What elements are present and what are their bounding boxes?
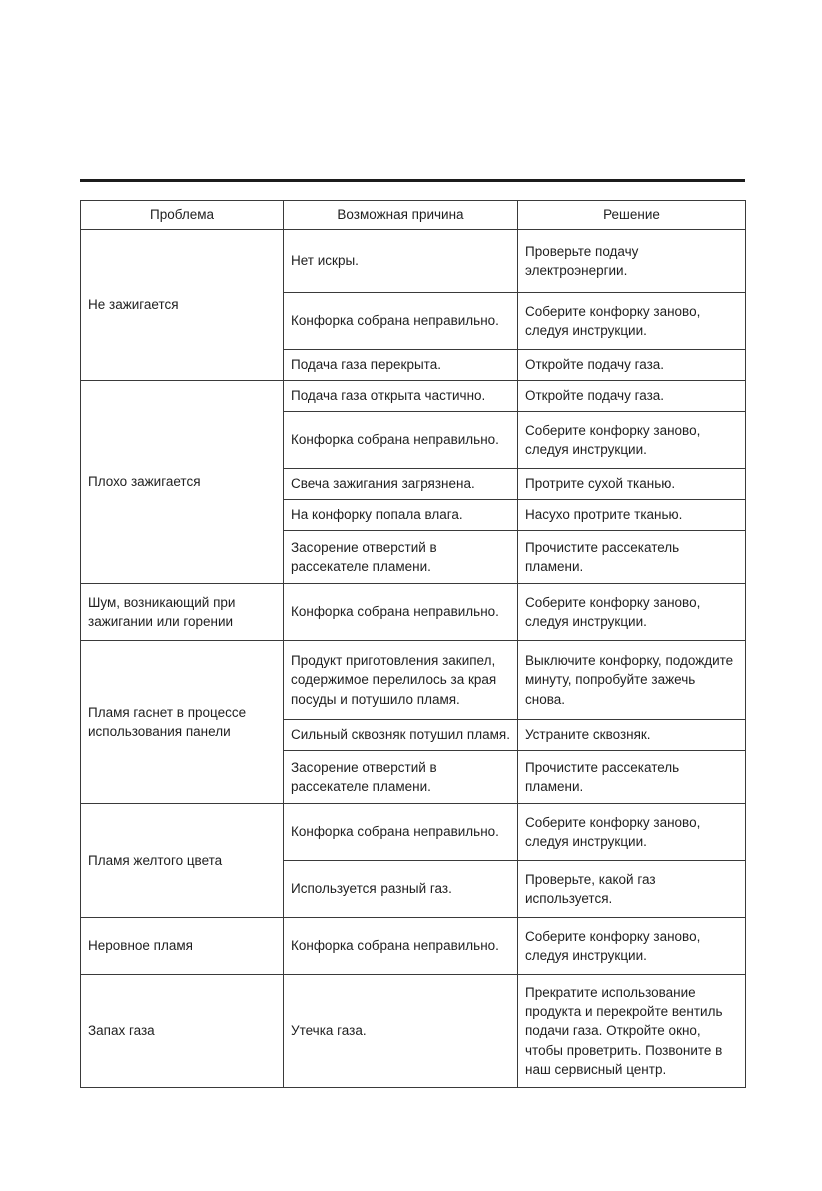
table-row [81, 918, 746, 975]
solution-cell: Соберите конфорку заново, следуя инструкции. [518, 918, 746, 975]
cause-cell: Утечка газа. [284, 975, 518, 1088]
solution-cell: Проверьте, какой газ используется. [518, 861, 746, 918]
solution-cell: Откройте подачу газа. [518, 381, 746, 412]
table-row [81, 584, 746, 641]
cause-cell: Продукт приготовления закипел, содержимое перелилось за края посуды и потушило пламя. [284, 641, 518, 720]
problem-cell: Шум, возникающий при зажигании или горении [81, 584, 284, 641]
solution-cell: Откройте подачу газа. [518, 350, 746, 381]
cause-cell: Конфорка собрана неправильно. [284, 804, 518, 861]
cause-cell: Подача газа перекрыта. [284, 350, 518, 381]
troubleshooting-table [80, 200, 746, 1088]
table-row [81, 381, 746, 412]
table-row [81, 641, 746, 720]
problem-cell: Пламя гаснет в процессе использования панели [81, 641, 284, 804]
cause-cell: На конфорку попала влага. [284, 500, 518, 531]
header-row [81, 201, 746, 230]
solution-cell: Проверьте подачу электроэнергии. [518, 230, 746, 293]
solution-cell: Соберите конфорку заново, следуя инструкции. [518, 804, 746, 861]
problem-cell: Запах газа [81, 975, 284, 1088]
solution-cell: Выключите конфорку, подождите минуту, попробуйте зажечь снова. [518, 641, 746, 720]
header-cell-solution: Решение [518, 201, 746, 230]
header-cell-cause: Возможная причина [284, 201, 518, 230]
table-header [81, 201, 746, 230]
problem-cell: Пламя желтого цвета [81, 804, 284, 918]
cause-cell: Используется разный газ. [284, 861, 518, 918]
cause-cell: Конфорка собрана неправильно. [284, 293, 518, 350]
solution-cell: Насухо протрите тканью. [518, 500, 746, 531]
solution-cell: Прекратите использование продукта и перекройте вентиль подачи газа. Откройте окно, чтобы проветрить. Позвоните в наш сервисный центр. [518, 975, 746, 1088]
cause-cell: Конфорка собрана неправильно. [284, 918, 518, 975]
table-row [81, 804, 746, 861]
header-cell-problem: Проблема [81, 201, 284, 230]
cause-cell: Конфорка собрана неправильно. [284, 412, 518, 469]
table-row [81, 230, 746, 293]
cause-cell: Нет искры. [284, 230, 518, 293]
top-rule [80, 179, 745, 182]
solution-cell: Соберите конфорку заново, следуя инструкции. [518, 293, 746, 350]
solution-cell: Соберите конфорку заново, следуя инструкции. [518, 584, 746, 641]
cause-cell: Сильный сквозняк потушил пламя. [284, 720, 518, 751]
cause-cell: Подача газа открыта частично. [284, 381, 518, 412]
cause-cell: Засорение отверстий в рассекателе пламени. [284, 751, 518, 804]
table-body [81, 230, 746, 1088]
table-row [81, 975, 746, 1088]
cause-cell: Засорение отверстий в рассекателе пламени. [284, 531, 518, 584]
problem-cell: Плохо зажигается [81, 381, 284, 584]
problem-cell: Неровное пламя [81, 918, 284, 975]
solution-cell: Прочистите рассекатель пламени. [518, 531, 746, 584]
solution-cell: Протрите сухой тканью. [518, 469, 746, 500]
solution-cell: Устраните сквозняк. [518, 720, 746, 751]
solution-cell: Соберите конфорку заново, следуя инструкции. [518, 412, 746, 469]
solution-cell: Прочистите рассекатель пламени. [518, 751, 746, 804]
problem-cell: Не зажигается [81, 230, 284, 381]
cause-cell: Конфорка собрана неправильно. [284, 584, 518, 641]
cause-cell: Свеча зажигания загрязнена. [284, 469, 518, 500]
